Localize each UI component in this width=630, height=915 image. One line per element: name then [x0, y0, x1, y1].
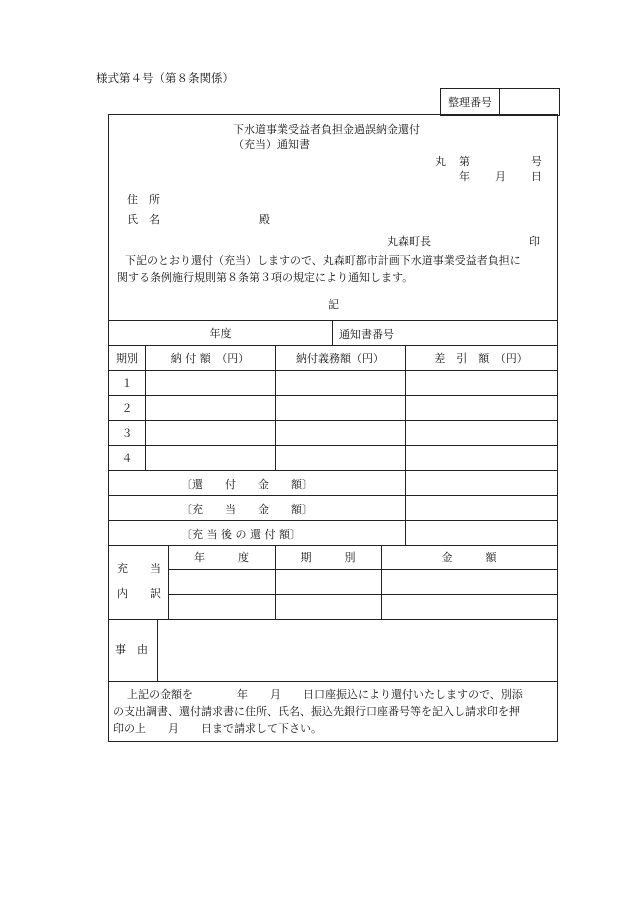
honorific: 殿 — [259, 213, 270, 226]
notice-number-label: 通知書番号 — [339, 328, 394, 341]
period-row-1: １ — [121, 376, 133, 390]
juto-col-nendo: 年 度 — [194, 551, 249, 564]
footer-line2: の支出調書、還付請求書に住所、氏名、振込先銀行口座番号等を記入し請求印を押 — [113, 705, 520, 718]
reason-field[interactable] — [158, 620, 556, 680]
title-line2: （充当）通知書 — [233, 138, 310, 151]
summary-after-allocation: 〔充 当 後 の 還 付 額〕 — [181, 528, 301, 541]
form-label: 様式第４号（第８条関係） — [96, 71, 234, 85]
period-row-2: ２ — [121, 401, 133, 415]
number-maru: 丸 — [435, 155, 446, 168]
uchiwake-label: 内 訳 — [117, 587, 161, 600]
seal-mark: 印 — [529, 235, 540, 248]
name-label: 氏 名 — [127, 213, 160, 226]
address-label: 住 所 — [127, 193, 160, 206]
ki-label: 記 — [328, 298, 339, 311]
col-paid: 納 付 額 （円） — [170, 351, 250, 365]
date-year: 年 — [459, 170, 470, 183]
date-month: 月 — [495, 170, 506, 183]
issuer: 丸森町長 — [387, 235, 431, 248]
date-day: 日 — [531, 170, 542, 183]
seiri-value-field[interactable] — [500, 89, 559, 115]
footer-line1: 上記の金額を 年 月 日口座振込により還付いたしますので、別添 — [127, 688, 523, 701]
intro-line1: 下記のとおり還付（充当）しますので、丸森町都市計画下水道事業受益者負担に — [125, 254, 521, 267]
intro-line2: 関する条例施行規則第８条第３項の規定により通知します。 — [117, 271, 414, 284]
footer-line3: 印の上 月 日まで請求して下さい。 — [113, 722, 322, 735]
juto-label: 充 当 — [117, 562, 161, 575]
seiri-label: 整理番号 — [441, 89, 500, 115]
seiri-box — [440, 88, 560, 116]
col-due: 納付義務額（円） — [296, 351, 384, 365]
nendo-label: 年度 — [209, 326, 232, 340]
number-go: 号 — [531, 155, 542, 168]
number-dai: 第 — [459, 155, 470, 168]
juto-col-kingaku: 金 額 — [441, 551, 497, 564]
title-line1: 下水道事業受益者負担金過誤納金還付 — [233, 123, 420, 136]
summary-refund: 〔還 付 金 額〕 — [181, 478, 313, 491]
col-diff: 差 引 額 （円） — [434, 351, 528, 365]
reason-label: 事 由 — [115, 643, 148, 656]
notice-frame — [108, 114, 558, 742]
period-row-4: ４ — [121, 451, 133, 465]
period-row-3: ３ — [121, 426, 133, 440]
juto-col-kibetsu: 期 別 — [300, 551, 356, 564]
summary-allocation: 〔充 当 金 額〕 — [181, 503, 313, 516]
col-period: 期別 — [116, 351, 138, 365]
